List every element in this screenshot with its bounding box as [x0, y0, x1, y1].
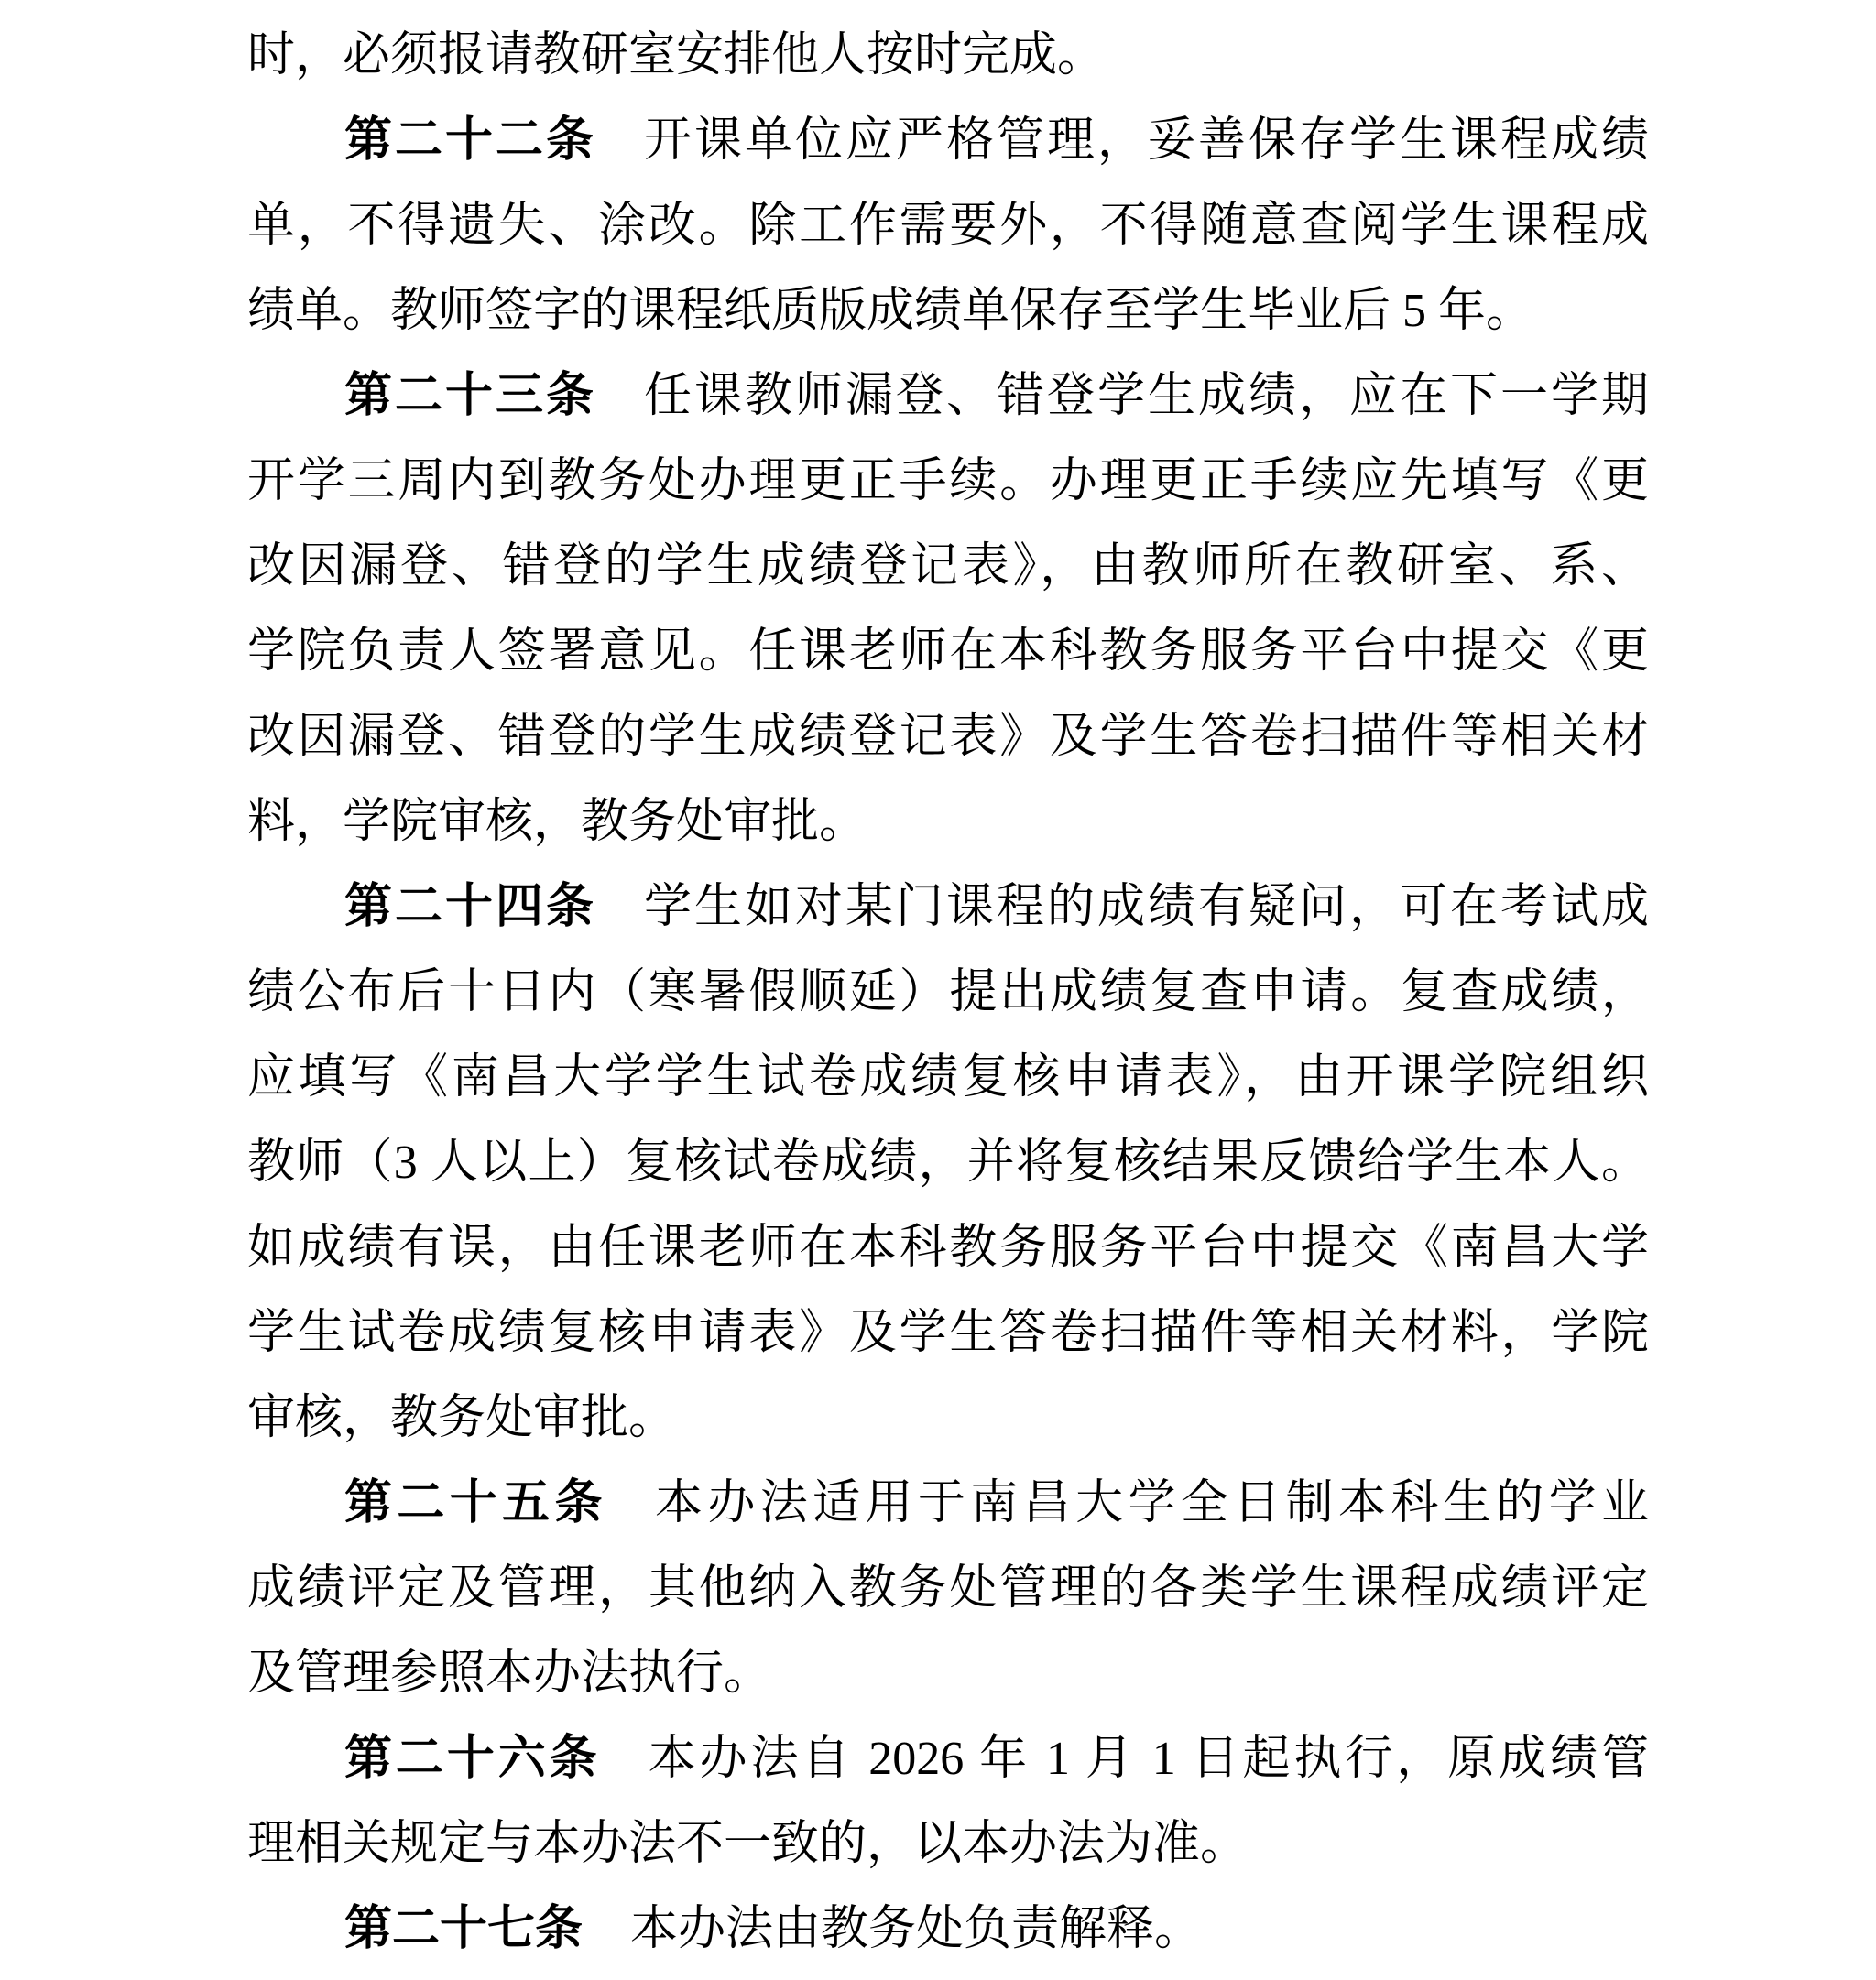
line-text: 及管理参照本办法执行。: [247, 1648, 772, 1700]
line-text: 成绩评定及管理，其他纳入教务处管理的各类学生课程成绩评定: [247, 1562, 1649, 1615]
text-line: [247, 1546, 1649, 1631]
line-text: 学院负责人签署意见。任课老师在本科教务服务平台中提交《更: [247, 626, 1649, 678]
text-line: [247, 1801, 1649, 1887]
article-number-heading: 第二十七条: [344, 1903, 584, 1955]
line-text: 改因漏登、错登的学生成绩登记表》及学生答卷扫描件等相关材: [247, 711, 1649, 763]
document-text-block: [247, 13, 1649, 1972]
text-line: [247, 1120, 1649, 1205]
text-line: [247, 779, 1649, 865]
text-line: [247, 1376, 1649, 1461]
article-number-heading: 第二十五条: [344, 1477, 607, 1529]
text-line: [247, 13, 1649, 98]
line-text: 时，必须报请教研室安排他人按时完成。: [247, 29, 1106, 82]
text-line: [247, 1035, 1649, 1120]
text-line: [247, 268, 1649, 354]
text-line: [247, 439, 1649, 524]
text-line: [247, 98, 1649, 183]
line-text: 开学三周内到教务处办理更正手续。办理更正手续应先填写《更: [247, 455, 1649, 507]
article-number-heading: 第二十四条: [344, 881, 596, 933]
line-text: 本办法由教务处负责解释。: [630, 1903, 1203, 1955]
article-number-heading: 第二十二条: [344, 114, 596, 167]
line-text: 单，不得遗失、涂改。除工作需要外，不得随意查阅学生课程成: [247, 200, 1649, 252]
text-line: [247, 1290, 1649, 1376]
line-text: 本办法自 2026 年 1 月 1 日起执行，原成绩管: [648, 1733, 1649, 1785]
line-text: 改因漏登、错登的学生成绩登记表》，由教师所在教研室、系、: [247, 540, 1649, 593]
line-text: 如成绩有误，由任课老师在本科教务服务平台中提交《南昌大学: [247, 1222, 1649, 1274]
text-line: [247, 524, 1649, 609]
text-line: [247, 609, 1649, 694]
text-line: [247, 865, 1649, 950]
text-line: [247, 1461, 1649, 1546]
text-line: [247, 1205, 1649, 1290]
line-text: 审核，教务处审批。: [247, 1392, 677, 1444]
line-text: 应填写《南昌大学学生试卷成绩复核申请表》，由开课学院组织: [247, 1051, 1649, 1104]
text-line: [247, 183, 1649, 268]
text-line: [247, 694, 1649, 779]
line-text: 理相关规定与本办法不一致的，以本办法为准。: [247, 1818, 1249, 1870]
line-text: 任课教师漏登、错登学生成绩，应在下一学期: [644, 370, 1649, 422]
text-line: [247, 950, 1649, 1035]
line-text: 学生试卷成绩复核申请表》及学生答卷扫描件等相关材料，学院: [247, 1307, 1649, 1359]
line-text: 开课单位应严格管理，妥善保存学生课程成绩: [644, 114, 1649, 167]
article-number-heading: 第二十六条: [344, 1733, 601, 1785]
article-number-heading: 第二十三条: [344, 370, 596, 422]
line-text: 料，学院审核，教务处审批。: [247, 796, 867, 848]
text-line: [247, 1887, 1649, 1972]
line-text: 教师（3 人以上）复核试卷成绩，并将复核结果反馈给学生本人。: [247, 1137, 1649, 1189]
line-text: 绩单。教师签字的课程纸质版成绩单保存至学生毕业后 5 年。: [247, 285, 1534, 337]
line-text: 绩公布后十日内（寒暑假顺延）提出成绩复查申请。复查成绩，: [247, 966, 1649, 1018]
text-line: [247, 354, 1649, 439]
line-text: 学生如对某门课程的成绩有疑问，可在考试成: [644, 881, 1649, 933]
text-line: [247, 1631, 1649, 1716]
line-text: 本办法适用于南昌大学全日制本科生的学业: [654, 1477, 1649, 1529]
text-line: [247, 1716, 1649, 1801]
